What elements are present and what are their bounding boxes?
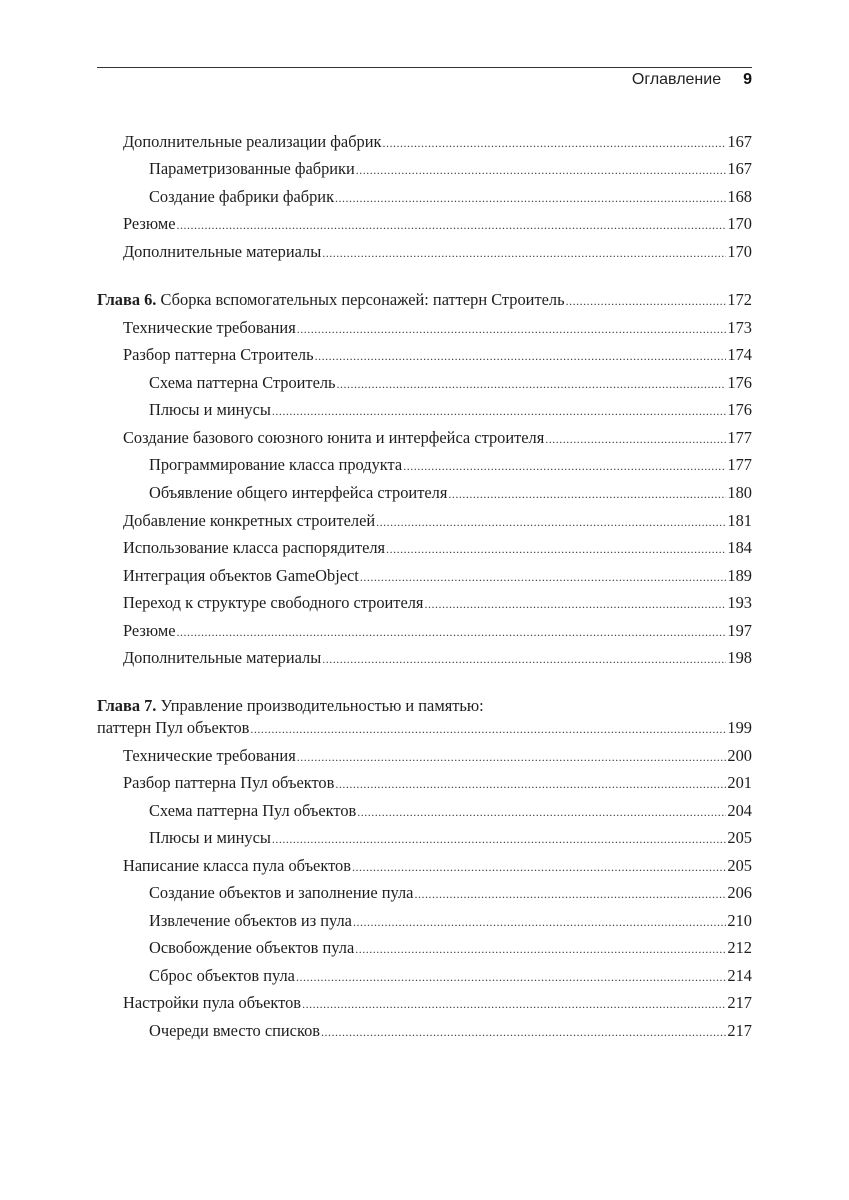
toc-entry[interactable] — [0, 992, 849, 1014]
toc-entry-label: Схема паттерна Строитель — [149, 373, 336, 392]
toc-entry-page: 172 — [727, 290, 752, 309]
toc-entry[interactable] — [0, 565, 849, 587]
toc-entry-label: Программирование класса продукта — [149, 455, 403, 474]
dot-leader — [337, 373, 727, 395]
toc-entry-page: 170 — [727, 242, 752, 261]
toc-entry-label: Настройки пула объектов — [123, 993, 302, 1012]
dot-leader — [177, 621, 727, 643]
header-rule — [97, 67, 752, 68]
dot-leader — [448, 483, 726, 505]
toc-entry[interactable] — [0, 344, 849, 366]
toc-entry-page: 168 — [727, 187, 752, 206]
toc-entry-label: Написание класса пула объектов — [123, 856, 351, 875]
toc-entry[interactable] — [0, 131, 849, 153]
toc-entry-page: 176 — [727, 400, 752, 419]
toc-entry-page: 173 — [727, 318, 752, 337]
toc-entry-page: 214 — [727, 966, 752, 985]
dot-leader — [356, 159, 727, 181]
dot-leader — [322, 648, 726, 670]
toc-entry-label: Параметризованные фабрики — [149, 159, 355, 178]
toc-entry[interactable] — [0, 800, 849, 822]
dot-leader — [322, 242, 726, 264]
toc-entry-label: Переход к структуре свободного строителя — [123, 593, 424, 612]
toc-entry-label: Разбор паттерна Пул объектов — [123, 773, 335, 792]
toc-chapter-7[interactable] — [0, 717, 849, 739]
toc-entry-page: 177 — [727, 428, 752, 447]
toc-entry[interactable] — [0, 882, 849, 904]
toc-entry-label: Разбор паттерна Строитель — [123, 345, 314, 364]
dot-leader — [177, 214, 727, 236]
toc-entry-page: 217 — [727, 993, 752, 1012]
toc-entry-page: 205 — [727, 828, 752, 847]
toc-entry[interactable] — [0, 772, 849, 794]
toc-entry-label: Плюсы и минусы — [149, 400, 271, 419]
toc-entry[interactable] — [0, 427, 849, 449]
toc-entry-label: Дополнительные реализации фабрик — [123, 132, 382, 151]
toc-chapter-7-line1[interactable] — [97, 695, 484, 717]
toc-entry-label: Создание фабрики фабрик — [149, 187, 335, 206]
toc-entry[interactable] — [0, 213, 849, 235]
toc-entry-label: Создание базового союзного юнита и интерфейса строителя — [123, 428, 545, 447]
chapter-prefix: Глава 7. — [97, 696, 157, 715]
toc-entry[interactable] — [0, 537, 849, 559]
toc-entry-page: 176 — [727, 373, 752, 392]
toc-entry[interactable] — [0, 482, 849, 504]
toc-entry[interactable] — [0, 510, 849, 532]
toc-entry[interactable] — [0, 937, 849, 959]
toc-entry[interactable] — [0, 592, 849, 614]
toc-entry[interactable] — [0, 620, 849, 642]
dot-leader — [335, 187, 726, 209]
toc-entry[interactable] — [0, 454, 849, 476]
dot-leader — [296, 966, 726, 988]
dot-leader — [272, 400, 726, 422]
toc-entry-label: Технические требования — [123, 318, 296, 337]
running-head-title: Оглавление — [631, 71, 722, 88]
dot-leader — [355, 938, 726, 960]
toc-entry-page: 193 — [727, 593, 752, 612]
toc-entry[interactable] — [0, 647, 849, 669]
toc-entry-label: Резюме — [123, 621, 176, 640]
toc-entry-page: 210 — [727, 911, 752, 930]
toc-entry[interactable] — [0, 186, 849, 208]
dot-leader — [353, 911, 726, 933]
toc-entry-label: Очереди вместо списков — [149, 1021, 321, 1040]
toc-entry-label: Использование класса распорядителя — [123, 538, 386, 557]
toc-entry-page: 199 — [727, 718, 752, 737]
dot-leader — [360, 566, 727, 588]
dot-leader — [382, 132, 726, 154]
toc-entry-label: Дополнительные материалы — [123, 242, 322, 261]
toc-entry-page: 181 — [727, 511, 752, 530]
dot-leader — [302, 993, 726, 1015]
toc-entry-label: Добавление конкретных строителей — [123, 511, 376, 530]
toc-entry[interactable] — [0, 317, 849, 339]
toc-entry-label: Сброс объектов пула — [149, 966, 295, 985]
chapter-title: Сборка вспомогательных персонажей: паттерн Строитель — [160, 290, 565, 309]
dot-leader — [297, 746, 727, 768]
dot-leader — [386, 538, 726, 560]
toc-entry-label: Интеграция объектов GameObject — [123, 566, 359, 585]
running-head — [632, 71, 752, 95]
toc-entry[interactable] — [0, 241, 849, 263]
dot-leader — [376, 511, 726, 533]
toc-entry-page: 205 — [727, 856, 752, 875]
toc-entry[interactable] — [0, 855, 849, 877]
toc-entry-page: 212 — [727, 938, 752, 957]
toc-chapter-6[interactable] — [0, 289, 849, 311]
toc-entry-page: 167 — [727, 159, 752, 178]
dot-leader — [414, 883, 726, 905]
toc-entry[interactable] — [0, 1020, 849, 1042]
toc-entry-page: 177 — [727, 455, 752, 474]
toc-entry-page: 200 — [727, 746, 752, 765]
dot-leader — [297, 318, 727, 340]
dot-leader — [424, 593, 726, 615]
toc-entry[interactable] — [0, 745, 849, 767]
toc-entry-page: 170 — [727, 214, 752, 233]
chapter-title: Управление производительностью и памятью: — [160, 696, 484, 715]
toc-entry[interactable] — [0, 965, 849, 987]
toc-entry-page: 204 — [727, 801, 752, 820]
toc-entry[interactable] — [0, 372, 849, 394]
chapter-prefix: Глава 6. — [97, 290, 157, 309]
toc-entry-label: Объявление общего интерфейса строителя — [149, 483, 448, 502]
toc-entry-page: 184 — [727, 538, 752, 557]
dot-leader — [315, 345, 727, 367]
toc-entry-page: 174 — [727, 345, 752, 364]
dot-leader — [545, 428, 726, 450]
chapter-title-continued: паттерн Пул объектов — [97, 718, 250, 737]
dot-leader — [321, 1021, 726, 1043]
dot-leader — [403, 455, 726, 477]
toc-entry-page: 180 — [727, 483, 752, 502]
page-number: 9 — [743, 71, 752, 88]
toc-entry-label: Резюме — [123, 214, 176, 233]
toc-entry[interactable] — [0, 827, 849, 849]
toc-entry-page: 197 — [727, 621, 752, 640]
toc-entry-label: Создание объектов и заполнение пула — [149, 883, 414, 902]
dot-leader — [352, 856, 726, 878]
dot-leader — [357, 801, 726, 823]
toc-entry-label: Дополнительные материалы — [123, 648, 322, 667]
toc-entry-label: Освобождение объектов пула — [149, 938, 355, 957]
dot-leader — [250, 718, 726, 740]
dot-leader — [566, 290, 727, 312]
dot-leader — [335, 773, 726, 795]
toc-entry-page: 189 — [727, 566, 752, 585]
toc-entry-page: 201 — [727, 773, 752, 792]
toc-entry-page: 217 — [727, 1021, 752, 1040]
toc-entry-label: Схема паттерна Пул объектов — [149, 801, 357, 820]
toc-entry-page: 206 — [727, 883, 752, 902]
toc-entry[interactable] — [0, 158, 849, 180]
toc-entry-label: Плюсы и минусы — [149, 828, 271, 847]
toc-entry-label: Извлечение объектов из пула — [149, 911, 352, 930]
toc-entry-page: 167 — [727, 132, 752, 151]
dot-leader — [272, 828, 726, 850]
toc-entry[interactable] — [0, 399, 849, 421]
toc-entry[interactable] — [0, 910, 849, 932]
toc-entry-page: 198 — [727, 648, 752, 667]
toc-entry-label: Технические требования — [123, 746, 296, 765]
